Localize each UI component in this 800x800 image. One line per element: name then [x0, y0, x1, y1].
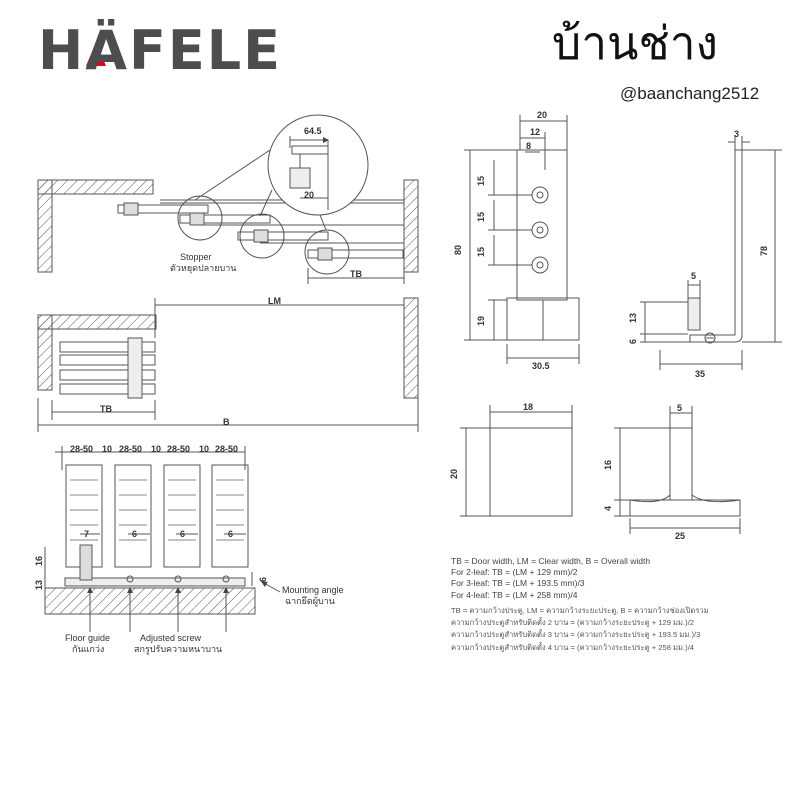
note-line: TB = Door width, LM = Clear width, B = Overall width: [451, 556, 651, 566]
bracket-front-view: [464, 115, 579, 364]
dim-13: 13: [34, 579, 44, 590]
note-line: For 4-leaf: TB = (LM + 258 mm)/4: [451, 589, 578, 600]
dim-5-bracket: 5: [691, 271, 697, 281]
stopper-label: Stopper: [180, 252, 212, 262]
adjusted-screw-label-th: สกรูปรับความหนาบาน: [134, 644, 223, 654]
dim-15-c: 15: [476, 246, 486, 257]
dim-20-guide: 20: [449, 468, 459, 479]
note-line: For 2-leaf: TB = (LM + 129 mm)/2: [451, 567, 578, 578]
dim-gap-4: 10: [151, 444, 162, 454]
note-line-th: ความกว้างประตูสำหรับติดตั้ง 2 บาน = (ความกว้างระยะประตู + 129 มม.)/2: [451, 618, 695, 628]
note-line-th: ความกว้างประตูสำหรับติดตั้ง 3 บาน = (ความกว้างระยะประตู + 193.5 มม.)/3: [451, 630, 701, 640]
dim-6-b: 6: [180, 529, 186, 539]
hafele-logo: HÄFELE: [38, 19, 283, 82]
dim-15-b: 15: [476, 211, 486, 222]
dim-25: 25: [675, 531, 686, 541]
stacked-plan-view: [38, 298, 418, 432]
dim-5-guide: 5: [677, 403, 683, 413]
floor-guide-front-view: [460, 402, 572, 516]
dim-18: 18: [523, 402, 534, 412]
dim-20-bracket: 20: [537, 110, 548, 120]
top-plan-view: [38, 115, 418, 284]
dim-30-5: 30.5: [532, 361, 550, 371]
floor-guide-side-view: [614, 403, 740, 534]
dim-20-detail: 20: [304, 190, 315, 200]
dim-lm: LM: [268, 296, 281, 306]
dim-13-bracket: 13: [628, 312, 638, 323]
dim-64-5: 64.5: [304, 126, 322, 136]
dim-6-bracket: 6: [628, 338, 638, 344]
dim-6-a: 6: [132, 529, 138, 539]
note-line-th: ความกว้างประตูสำหรับติดตั้ง 4 บาน = (ความกว้างระยะประตู + 258 มม.)/4: [451, 642, 695, 652]
dim-3: 3: [734, 129, 740, 139]
mounting-angle-label: Mounting angle: [282, 585, 344, 595]
mounting-angle-label-th: ฉากยึดผู้บาน: [285, 596, 335, 606]
dim-gap-5: 28-50: [167, 444, 191, 454]
dim-7: 7: [84, 529, 90, 539]
dim-gap-1: 28-50: [70, 444, 94, 454]
dim-16: 16: [34, 555, 44, 566]
social-handle: @baanchang2512: [620, 84, 760, 103]
notes-thai: [451, 605, 709, 654]
dim-tb-mid: TB: [100, 404, 112, 414]
dim-gap-2: 10: [102, 444, 113, 454]
dim-12: 12: [530, 127, 541, 137]
notes-english: [451, 556, 650, 601]
dim-gap-7: 28-50: [215, 444, 239, 454]
dim-78: 78: [759, 245, 769, 256]
dim-tb-top: TB: [350, 269, 362, 279]
note-line: For 3-leaf: TB = (LM + 193.5 mm)/3: [451, 578, 585, 589]
dim-80: 80: [453, 244, 463, 255]
adjusted-screw-label: Adjusted screw: [140, 633, 202, 643]
section-view: [45, 446, 280, 632]
dim-19: 19: [476, 315, 486, 326]
floor-guide-label: Floor guide: [65, 633, 111, 643]
dim-b: B: [223, 417, 230, 427]
dim-gap-3: 28-50: [119, 444, 143, 454]
dim-gap-6: 10: [199, 444, 210, 454]
dim-6-c: 6: [228, 529, 234, 539]
dim-15-a: 15: [476, 175, 486, 186]
stopper-label-th: ตัวหยุดปลายบาน: [170, 263, 237, 273]
floor-guide-label-th: กันแกว่ง: [72, 644, 105, 654]
dim-4-guide: 4: [603, 505, 613, 511]
note-line-th: TB = ความกว้างประตู, LM = ความกว้างระยะประตู, B = ความกว้างช่องเปิดรวม: [451, 606, 709, 615]
dim-16-guide: 16: [603, 459, 613, 470]
dim-8: 8: [526, 141, 532, 151]
dim-35: 35: [695, 369, 706, 379]
baanchang-logo: บ้านช่าง: [552, 16, 718, 70]
dim-6-right: 6: [258, 576, 268, 582]
